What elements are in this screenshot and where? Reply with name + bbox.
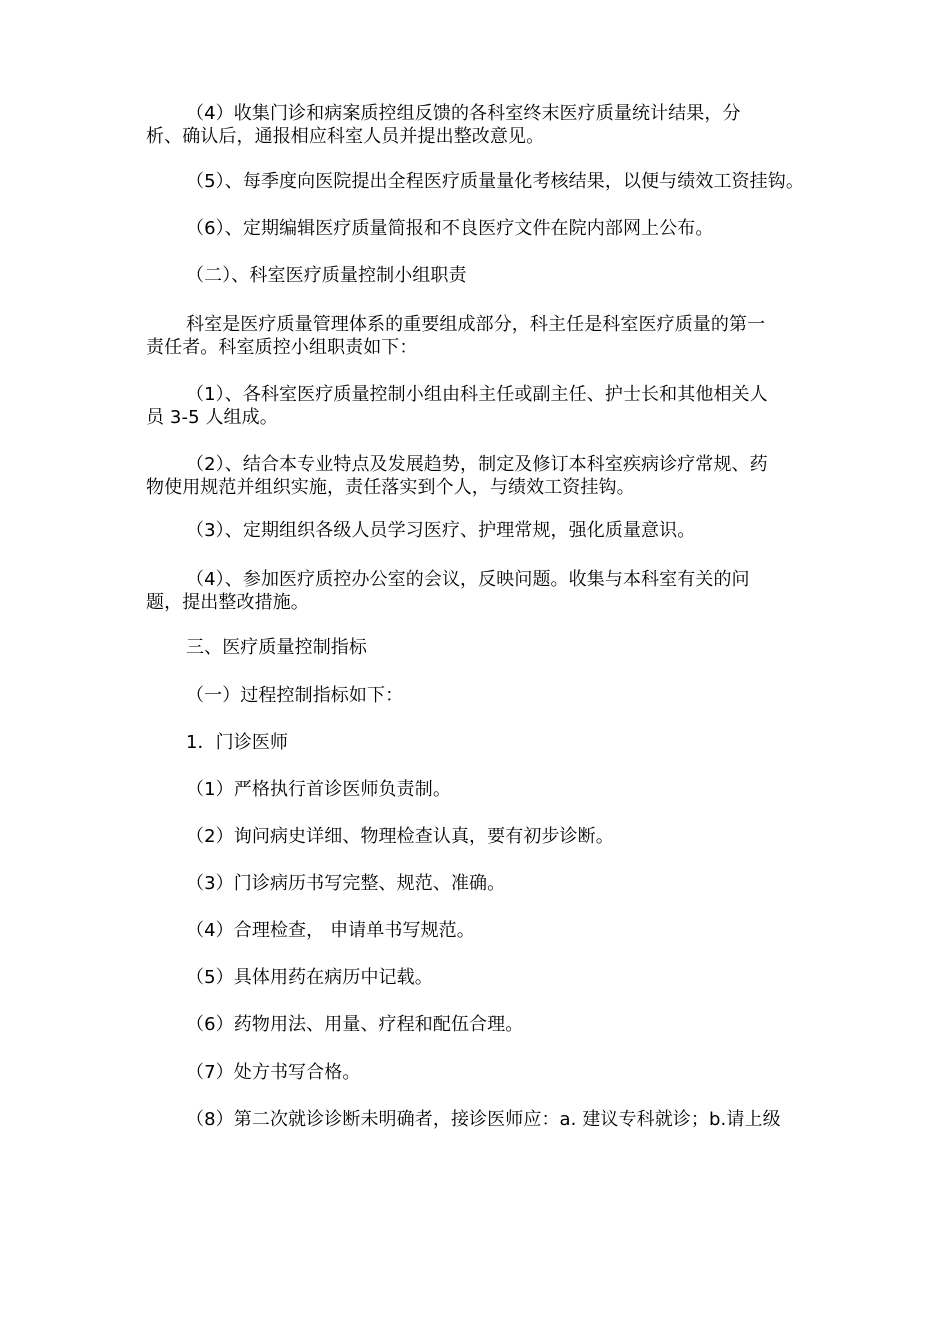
paragraph-item-4-collect bbox=[146, 102, 810, 148]
subsection-heading-process-indicators: （一）过程控制指标如下： bbox=[186, 685, 404, 706]
text-line: 科室是医疗质量管理体系的重要组成部分，科主任是科室医疗质量的第一 bbox=[186, 314, 766, 335]
list-item-outpatient-2: （2）询问病史详细、物理检查认真，要有初步诊断。 bbox=[186, 826, 614, 847]
paragraph-dept-intro bbox=[146, 313, 810, 359]
text-line: 析、确认后，通报相应科室人员并提出整改意见。 bbox=[146, 126, 545, 147]
section-heading-dept-group: （二）、科室医疗质量控制小组职责 bbox=[186, 265, 467, 286]
paragraph-dept-item-3: （3）、定期组织各级人员学习医疗、护理常规，强化质量意识。 bbox=[186, 520, 696, 541]
list-item-outpatient-7: （7）处方书写合格。 bbox=[186, 1062, 361, 1083]
text-line: （4）、参加医疗质控办公室的会议，反映问题。收集与本科室有关的问 bbox=[186, 569, 750, 590]
text-line: （2）、结合本专业特点及发展趋势，制定及修订本科室疾病诊疗常规、药 bbox=[186, 454, 768, 475]
paragraph-item-6-bulletin: （6）、定期编辑医疗质量简报和不良医疗文件在院内部网上公布。 bbox=[186, 218, 714, 239]
paragraph-dept-item-1 bbox=[146, 383, 810, 429]
list-item-outpatient-6: （6）药物用法、用量、疗程和配伍合理。 bbox=[186, 1014, 524, 1035]
text-line: （1）、各科室医疗质量控制小组由科主任或副主任、护士长和其他相关人 bbox=[186, 384, 768, 405]
list-item-outpatient-4: （4）合理检查， 申请单书写规范。 bbox=[186, 920, 475, 941]
paragraph-dept-item-2 bbox=[146, 453, 810, 499]
text-line: 员 3-5 人组成。 bbox=[146, 407, 278, 428]
list-item-outpatient-1: （1）严格执行首诊医师负责制。 bbox=[186, 779, 451, 800]
subsection-heading-outpatient-doctor: 1．门诊医师 bbox=[186, 732, 289, 753]
paragraph-dept-item-4 bbox=[146, 568, 810, 614]
section-heading-quality-indicators: 三、医疗质量控制指标 bbox=[186, 637, 367, 658]
paragraph-item-5-quarterly: （5）、每季度向医院提出全程医疗质量量化考核结果，以便与绩效工资挂钩。 bbox=[186, 171, 804, 192]
list-item-outpatient-8: （8）第二次就诊诊断未明确者，接诊医师应：a. 建议专科就诊；b.请上级 bbox=[186, 1109, 781, 1130]
text-line: 物使用规范并组织实施，责任落实到个人，与绩效工资挂钩。 bbox=[146, 477, 635, 498]
text-line: 责任者。科室质控小组职责如下： bbox=[146, 337, 418, 358]
list-item-outpatient-3: （3）门诊病历书写完整、规范、准确。 bbox=[186, 873, 506, 894]
list-item-outpatient-5: （5）具体用药在病历中记载。 bbox=[186, 967, 433, 988]
text-line: （4）收集门诊和病案质控组反馈的各科室终末医疗质量统计结果，分 bbox=[186, 103, 741, 124]
text-line: 题，提出整改措施。 bbox=[146, 592, 309, 613]
